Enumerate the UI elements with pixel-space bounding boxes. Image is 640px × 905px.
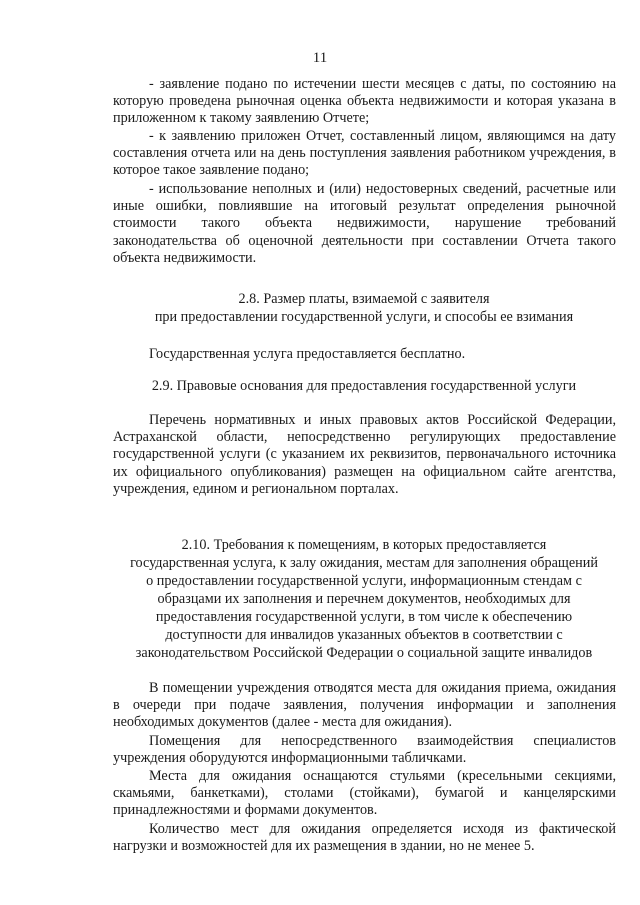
section-2-10-heading-line6: доступности для инвалидов указанных объектов в соответствии с: [165, 627, 563, 643]
paragraph-deadline-expired: - заявление подано по истечении шести месяцев с даты, по состоянию на которую проведена рыночная оценка объекта недвижимости и которая указана в приложенном к такому заявлению Отчете;: [113, 76, 616, 127]
section-2-9-heading: 2.9. Правовые основания для предоставления государственной услуги: [151, 378, 577, 394]
section-2-10-paragraph-waiting-places: В помещении учреждения отводятся места для ожидания приема, ожидания в очереди при подаче заявления, получения информации и заполнения необходимых документов (далее - места для ожидания).: [113, 680, 616, 731]
paragraph-incomplete-data: - использование неполных и (или) недостоверных сведений, расчетные или иные ошибки, повлиявшие на итоговый результат определения рыночной стоимости такого объекта недвижимости, нарушение требований законодательства об оценочной деятельности при составлении Отчета такого объекта недвижимости.: [113, 181, 616, 266]
section-2-10-heading-line7: законодательством Российской Федерации о социальной защите инвалидов: [135, 645, 593, 661]
section-2-10-heading-line5: предоставления государственной услуги, в том числе к обеспечению: [155, 609, 573, 625]
section-2-10-paragraph-seat-count: Количество мест для ожидания определяется исходя из фактической нагрузки и возможностей для их размещения в здании, но не менее 5.: [113, 821, 616, 855]
section-2-10-heading-line4: образцами их заполнения и перечнем документов, необходимых для: [157, 591, 571, 607]
section-2-8-heading-line2: при предоставлении государственной услуги, и способы ее взимания: [154, 309, 574, 325]
section-2-10-paragraph-equipment: Места для ожидания оснащаются стульями (кресельными секциями, скамьями, банкетками), столами (стойками), бумагой и канцелярскими принадлежностями и формами документов.: [113, 768, 616, 819]
section-2-8-text: Государственная услуга предоставляется бесплатно.: [149, 346, 466, 362]
section-2-10-heading-line2: государственная услуга, к залу ожидания, местам для заполнения обращений: [130, 555, 598, 571]
section-2-10-heading-line3: о предоставлении государственной услуги, информационным стендам с: [146, 573, 582, 589]
section-2-10-heading-line1: 2.10. Требования к помещениям, в которых предоставляется: [181, 537, 547, 553]
section-2-9-text: Перечень нормативных и иных правовых актов Российской Федерации, Астраханской области, непосредственно регулирующих предоставление государственной услуги (с указанием их реквизитов, первоначального источника их официального опубликования) размещен на официальном сайте агентства, учреждения, едином и региональном порталах.: [113, 412, 616, 497]
paragraph-report-by-employee: - к заявлению приложен Отчет, составленный лицом, являющимся на дату составления отчета или на день поступления заявления работником учреждения, в которое такое заявление подано;: [113, 128, 616, 179]
page-number: 11: [312, 50, 328, 66]
section-2-10-paragraph-info-plates: Помещения для непосредственного взаимодействия специалистов учреждения оборудуются информационными табличками.: [113, 733, 616, 767]
section-2-8-heading-line1: 2.8. Размер платы, взимаемой с заявителя: [238, 291, 490, 307]
